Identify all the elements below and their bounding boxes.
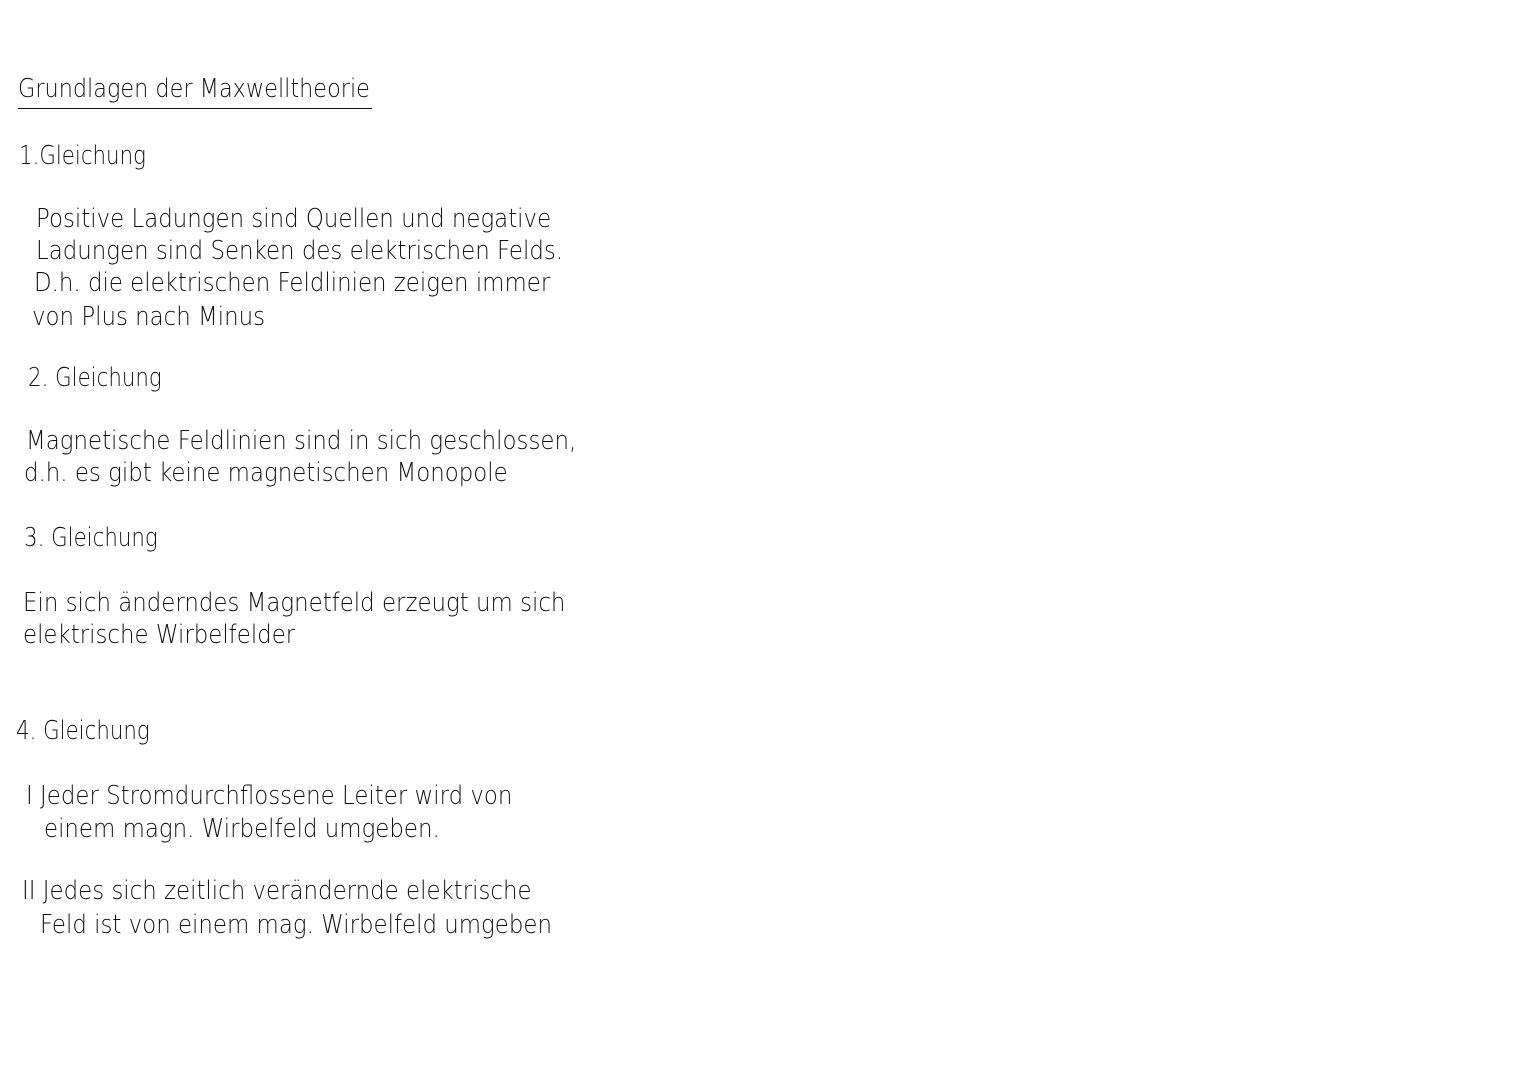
title-underline	[18, 108, 372, 109]
section-3-line-2: elektrische Wirbelfelder	[23, 620, 296, 650]
section-1-heading: 1.Gleichung	[19, 141, 146, 171]
section-2-heading: 2. Gleichung	[28, 363, 162, 393]
section-3-heading: 3. Gleichung	[24, 523, 158, 553]
section-4-point-2-line-2: Feld ist von einem mag. Wirbelfeld umgeben	[40, 910, 552, 940]
section-3-line-1: Ein sich änderndes Magnetfeld erzeugt um sich	[23, 588, 566, 618]
section-1-line-3: D.h. die elektrischen Feldlinien zeigen immer	[34, 268, 551, 298]
section-1-line-2: Ladungen sind Senken des elektrischen Felds.	[36, 236, 564, 266]
page-title: Grundlagen der Maxwelltheorie	[18, 74, 370, 104]
section-4-point-1-line-1: I Jeder Stromdurchflossene Leiter wird von	[26, 781, 513, 811]
section-1-line-4: von Plus nach Minus	[32, 302, 266, 332]
section-4-point-1-line-2: einem magn. Wirbelfeld umgeben.	[44, 814, 440, 844]
section-1-line-1: Positive Ladungen sind Quellen und negative	[36, 204, 552, 234]
section-2-line-1: Magnetische Feldlinien sind in sich geschlossen,	[26, 426, 577, 456]
section-2-line-2: d.h. es gibt keine magnetischen Monopole	[24, 458, 508, 488]
section-4-heading: 4. Gleichung	[16, 716, 150, 746]
section-4-point-2-line-1: II Jedes sich zeitlich verändernde elektrische	[22, 876, 532, 906]
